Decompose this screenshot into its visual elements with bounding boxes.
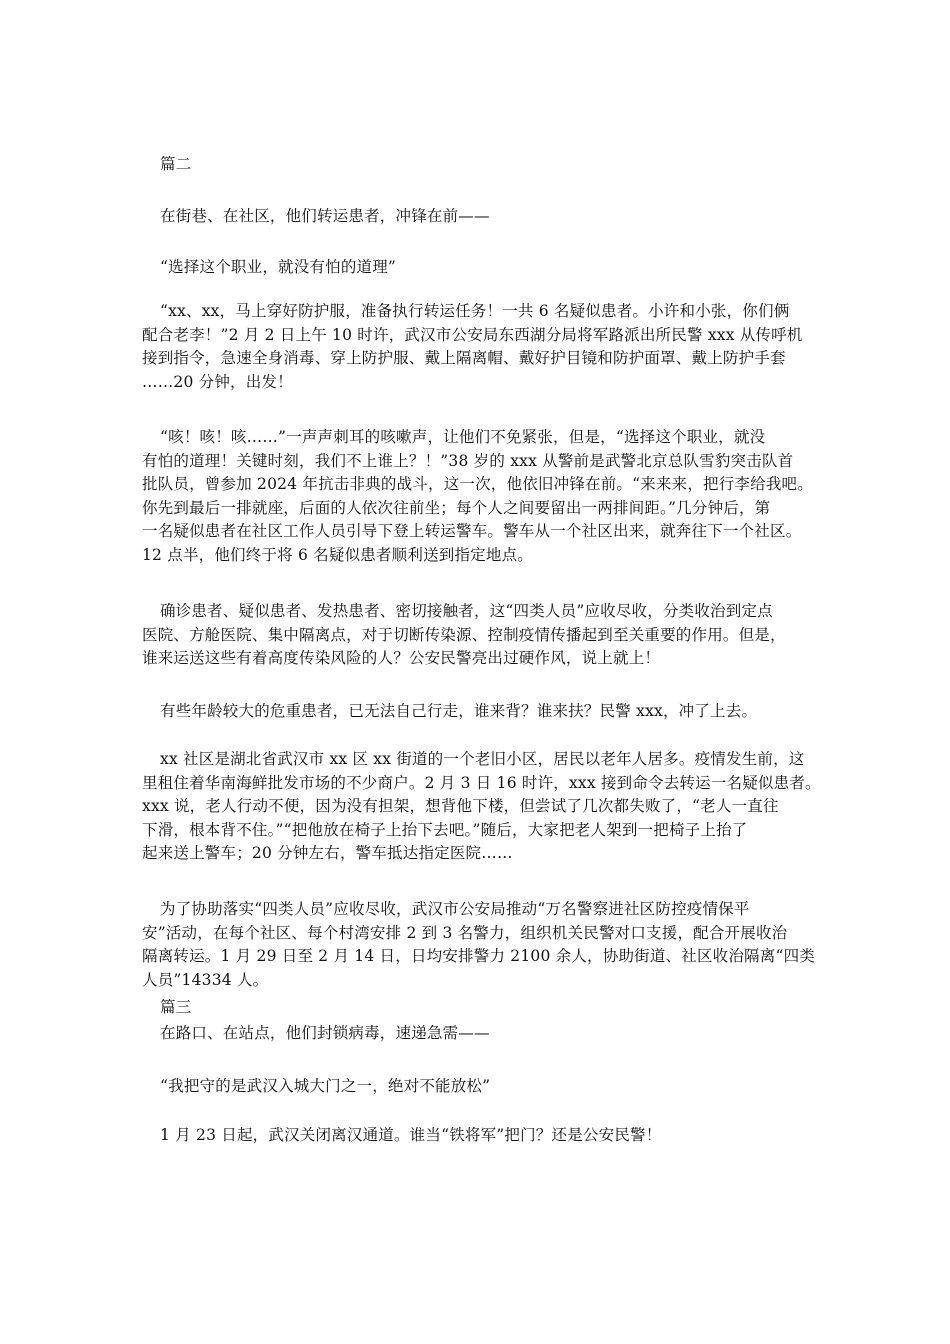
section2-paragraph-3 bbox=[142, 600, 840, 671]
section2-paragraph-4 bbox=[160, 700, 840, 724]
text-line: 12 点半，他们终于将 6 名疑似患者顺利送到指定地点。 bbox=[142, 545, 533, 564]
text-line: 医院、方舱医院、集中隔离点，对于切断传染源、控制疫情传播起到至关重要的作用。但是， bbox=[142, 625, 786, 644]
text-line: 有些年龄较大的危重患者，已无法自己行走，谁来背？谁来扶？民警 xxx，冲了上去。 bbox=[160, 702, 758, 720]
text-line: 下滑，根本背不住。”“把他放在椅子上抬下去吧。”随后，大家把老人架到一把椅子上抬了 bbox=[142, 820, 748, 839]
section2-paragraph-2 bbox=[142, 426, 840, 567]
section2-quote-title: “选择这个职业，就没有怕的道理” bbox=[160, 258, 397, 276]
text-line: “xx、xx，马上穿好防护服，准备执行转运任务！一共 6 名疑似患者。小许和小张，你们俩 bbox=[160, 302, 790, 320]
section3-subtitle: 在路口、在站点，他们封锁病毒，速递急需—— bbox=[160, 1024, 490, 1042]
section2-paragraph-1 bbox=[142, 300, 840, 394]
text-line: 确诊患者、疑似患者、发热患者、密切接触者，这“四类人员”应收尽收，分类收治到定点 bbox=[160, 602, 773, 620]
text-line: 批队员，曾参加 2024 年抗击非典的战斗，这一次，他依旧冲锋在前。“来来来，把行李给我吧。 bbox=[142, 475, 813, 493]
section2-paragraph-5 bbox=[142, 748, 840, 866]
section3-quote-title: “我把守的是武汉入城大门之一，绝对不能放松” bbox=[160, 1077, 491, 1095]
text-line: 接到指令，急速全身消毒、穿上防护服、戴上隔离帽、戴好护目镜和防护面罩、戴上防护手套 bbox=[142, 349, 786, 367]
text-line: 有怕的道理！关键时刻，我们不上谁上？！”38 岁的 xxx 从警前是武警北京总队雪豹突击队首 bbox=[142, 451, 794, 470]
section2-paragraph-6 bbox=[142, 898, 840, 992]
text-line: 隔离转运。1 月 29 日至 2 月 14 日，日均安排警力 2100 余人，协助街道、社区收治隔离“四类 bbox=[142, 947, 815, 965]
text-line: 你先到最后一排就座，后面的人依次往前坐；每个人之间要留出一两排间距。”几分钟后，第 bbox=[142, 498, 771, 517]
text-line: xxx 说，老人行动不便，因为没有担架，想背他下楼，但尝试了几次都失败了，“老人一直往 bbox=[142, 797, 779, 815]
text-line: “咳！咳！咳……”一声声刺耳的咳嗽声，让他们不免紧张，但是，“选择这个职业，就没 bbox=[160, 428, 766, 446]
text-line: 人员”14334 人。 bbox=[142, 970, 269, 989]
text-line: 起来送上警车；20 分钟左右，警车抵达指定医院…… bbox=[142, 844, 513, 862]
section3-paragraph-1 bbox=[160, 1124, 840, 1148]
text-line: 谁来运送这些有着高度传染风险的人？公安民警亮出过硬作风，说上就上！ bbox=[142, 649, 661, 667]
text-line: 里租住着华南海鲜批发市场的不少商户。2 月 3 日 16 时许，xxx 接到命令去转运一名疑似患者。 bbox=[142, 773, 821, 792]
text-line: ……20 分钟，出发！ bbox=[142, 372, 293, 391]
text-line: 安”活动，在每个社区、每个村湾安排 2 到 3 名警力，组织机关民警对口支援，配合开展收治 bbox=[142, 923, 788, 942]
section2-heading: 篇二 bbox=[160, 155, 192, 173]
text-line: 为了协助落实“四类人员”应收尽收，武汉市公安局推动“万名警察进社区防控疫情保平 bbox=[160, 900, 750, 918]
text-line: 一名疑似患者在社区工作人员引导下登上转运警车。警车从一个社区出来，就奔往下一个社区。 bbox=[142, 522, 802, 540]
text-line: 配合老李！”2 月 2 日上午 10 时许，武汉市公安局东西湖分局将军路派出所民警 xxx 从传呼机 bbox=[142, 325, 803, 344]
section2-subtitle: 在街巷、在社区，他们转运患者，冲锋在前—— bbox=[160, 207, 490, 225]
text-line: 1 月 23 日起，武汉关闭离汉通道。谁当“铁将军”把门？还是公安民警！ bbox=[160, 1126, 662, 1144]
text-line: xx 社区是湖北省武汉市 xx 区 xx 街道的一个老旧小区，居民以老年人居多。疫情发生前，这 bbox=[160, 750, 805, 768]
section3-heading: 篇三 bbox=[160, 998, 192, 1016]
